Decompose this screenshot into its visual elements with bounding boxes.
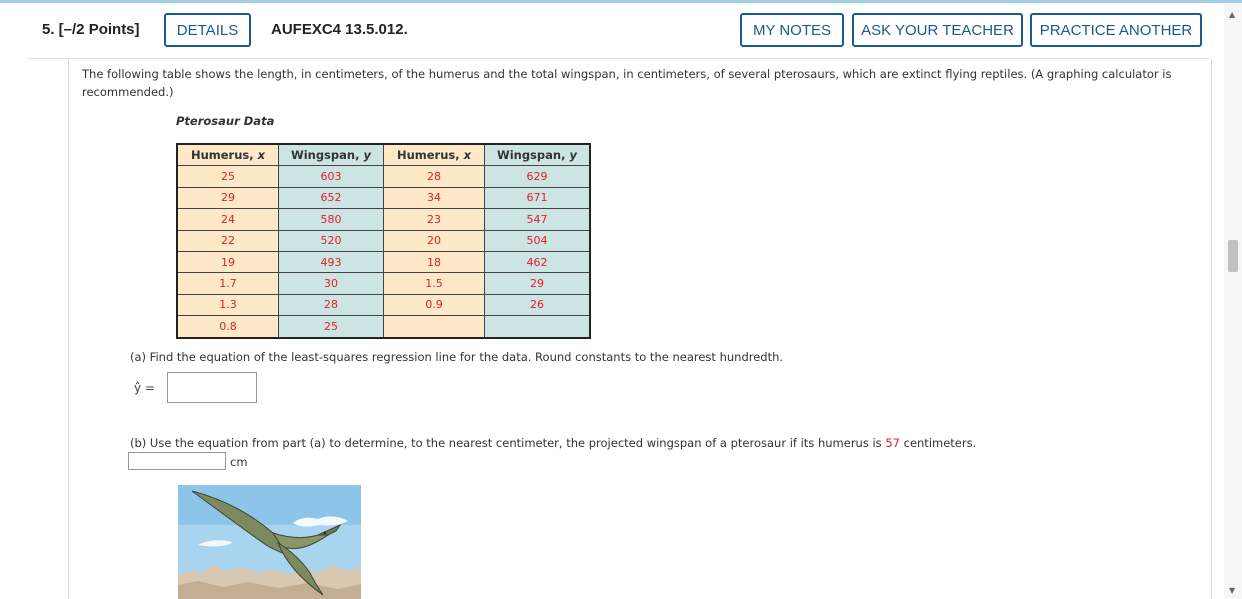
header-humerus-2: Humerus, x: [384, 144, 485, 166]
table-cell: 520: [279, 230, 384, 251]
scroll-up-arrow-icon[interactable]: ▲: [1229, 10, 1236, 19]
pterosaur-illustration: [178, 485, 361, 599]
table-cell: 629: [485, 166, 591, 187]
scroll-down-arrow-icon[interactable]: ▼: [1229, 586, 1236, 595]
table-cell: 24: [177, 209, 279, 230]
table-cell: 29: [485, 273, 591, 294]
table-cell: 26: [485, 294, 591, 315]
table-cell: [384, 316, 485, 338]
table-cell: 603: [279, 166, 384, 187]
table-cell: 671: [485, 187, 591, 208]
table-header-row: [177, 144, 590, 166]
table-cell: 20: [384, 230, 485, 251]
table-cell: 1.3: [177, 294, 279, 315]
scrollbar-thumb[interactable]: [1228, 240, 1238, 272]
part-b-prefix: (b) Use the equation from part (a) to determine, to the nearest centimeter, the projected wingspan of a pterosaur if its humerus is: [130, 436, 886, 450]
table-cell: 580: [279, 209, 384, 230]
part-b-answer-input[interactable]: [128, 452, 226, 470]
table-cell: 19: [177, 251, 279, 272]
table-cell: 0.9: [384, 294, 485, 315]
table-cell: 547: [485, 209, 591, 230]
table-cell: [485, 316, 591, 338]
part-b-prompt: [130, 436, 976, 450]
question-intro: The following table shows the length, in centimeters, of the humerus and the total wingspan, in centimeters, of several pterosaurs, which are extinct flying reptiles. (A graphing calculator is recommended.): [82, 67, 1172, 99]
table-row: [177, 251, 590, 272]
table-caption: Pterosaur Data: [176, 114, 275, 128]
yhat-label: ŷ =: [134, 381, 155, 395]
table-row: [177, 273, 590, 294]
table-cell: 1.7: [177, 273, 279, 294]
header-humerus-1: Humerus, x: [177, 144, 279, 166]
ask-teacher-button[interactable]: ASK YOUR TEACHER: [852, 13, 1023, 47]
table-row: [177, 187, 590, 208]
question-header: [0, 3, 1224, 59]
table-row: [177, 209, 590, 230]
table-cell: 28: [279, 294, 384, 315]
table-row: [177, 230, 590, 251]
table-row: [177, 294, 590, 315]
part-a-answer-input[interactable]: [167, 372, 257, 403]
table-cell: 1.5: [384, 273, 485, 294]
table-cell: 28: [384, 166, 485, 187]
details-button[interactable]: DETAILS: [164, 13, 251, 47]
table-cell: 462: [485, 251, 591, 272]
part-b-humerus-value: 57: [885, 436, 900, 450]
my-notes-button[interactable]: MY NOTES: [740, 13, 844, 47]
table-cell: 493: [279, 251, 384, 272]
table-row: [177, 166, 590, 187]
table-cell: 29: [177, 187, 279, 208]
table-cell: 652: [279, 187, 384, 208]
problem-code: AUFEXC4 13.5.012.: [271, 21, 408, 38]
table-cell: 0.8: [177, 316, 279, 338]
part-b-unit: cm: [230, 455, 248, 469]
header-wingspan-1: Wingspan, y: [279, 144, 384, 166]
table-cell: 22: [177, 230, 279, 251]
table-cell: 30: [279, 273, 384, 294]
table-row: [177, 316, 590, 338]
header-wingspan-2: Wingspan, y: [485, 144, 591, 166]
table-cell: 34: [384, 187, 485, 208]
practice-another-button[interactable]: PRACTICE ANOTHER: [1030, 13, 1202, 47]
table-cell: 504: [485, 230, 591, 251]
table-cell: 18: [384, 251, 485, 272]
part-b-suffix: centimeters.: [899, 436, 977, 450]
pterosaur-data-table: [176, 143, 591, 339]
part-a-prompt: (a) Find the equation of the least-squares regression line for the data. Round constants to the nearest hundredth.: [130, 350, 784, 364]
vertical-scrollbar[interactable]: [1224, 3, 1242, 599]
question-number: 5. [–/2 Points]: [42, 21, 140, 38]
table-cell: 25: [279, 316, 384, 338]
table-cell: 23: [384, 209, 485, 230]
table-cell: 25: [177, 166, 279, 187]
